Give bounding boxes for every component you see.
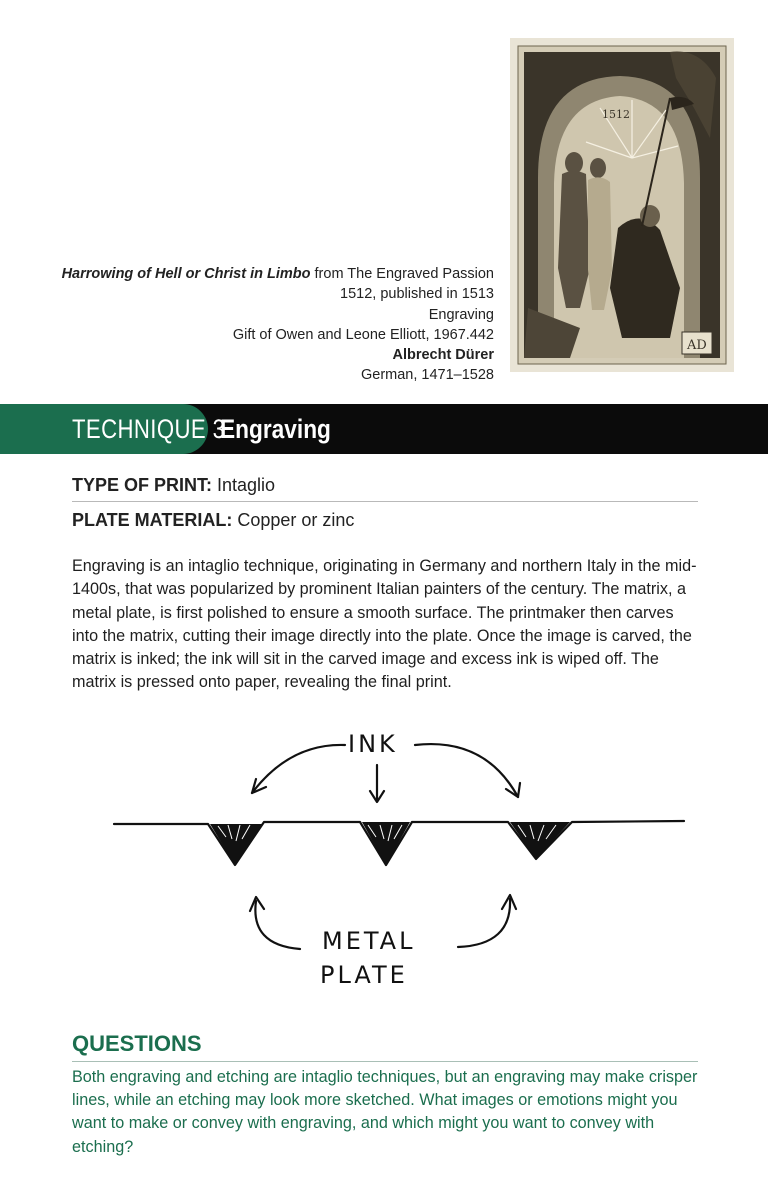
ink-arrow-right: [415, 744, 518, 797]
technique-banner: [0, 404, 768, 454]
plate-arrow-right: [458, 899, 510, 947]
plate-material-value: Copper or zinc: [232, 510, 355, 530]
artwork-series: from The Engraved Passion: [310, 266, 494, 282]
intaglio-diagram: [100, 725, 700, 1000]
artist-nationality: German, 1471–1528: [360, 367, 494, 384]
plate-material-field: [72, 510, 698, 531]
artwork-image: [510, 38, 734, 372]
field-divider: [72, 501, 698, 502]
technique-description: Engraving is an intaglio technique, originating in Germany and northern Italy in the mid-1400s, that was popularized by prominent Italian painters of the century. The matrix, a metal plate, is first polished to ensure a smooth surface. The printmaker then carves into the matrix, cutting their image directly into the plate. Once the image is carved, the matrix is inked; the ink will sit in the carved image and excess ink is wiped off. The matrix is pressed onto paper, revealing the final print.: [72, 557, 697, 692]
ink-arrow-left: [252, 745, 345, 793]
technique-name: Engraving: [220, 414, 331, 444]
plate-material-label: PLATE MATERIAL:: [72, 510, 233, 530]
ink-label: INK: [348, 730, 398, 758]
artwork-caption: [34, 264, 494, 386]
metal-label: METAL: [322, 927, 416, 955]
ink-groove-3: [510, 822, 570, 859]
artwork-credit: Gift of Owen and Leone Elliott, 1967.442: [232, 326, 494, 343]
artwork-inscription: 1512: [602, 108, 630, 121]
artwork-date: 1512, published in 1513: [340, 286, 494, 303]
technique-number: TECHNIQUE 3: [72, 414, 226, 444]
plate-label: PLATE: [320, 961, 408, 989]
artwork-medium: Engraving: [428, 306, 494, 323]
print-type-value: Intaglio: [212, 475, 276, 495]
caption-title-line: [34, 264, 494, 284]
questions-heading: QUESTIONS: [72, 1031, 202, 1056]
print-type-field: [72, 475, 698, 496]
print-type-label: TYPE OF PRINT:: [72, 475, 213, 495]
ink-groove-2: [362, 822, 410, 865]
plate-arrow-left: [255, 901, 300, 949]
ink-groove-1: [210, 824, 262, 865]
artist-name: Albrecht Dürer: [392, 347, 494, 364]
questions-text: Both engraving and etching are intaglio techniques, but an engraving may make crisper lines, while an etching may look more sketched. What images or emotions might you want to make or convey with engraving, and which might you want to convey with etching?: [72, 1068, 698, 1156]
artwork-monogram: AD: [687, 338, 707, 353]
artwork-title: Harrowing of Hell or Christ in Limbo: [61, 266, 311, 282]
questions-divider: [72, 1061, 698, 1062]
